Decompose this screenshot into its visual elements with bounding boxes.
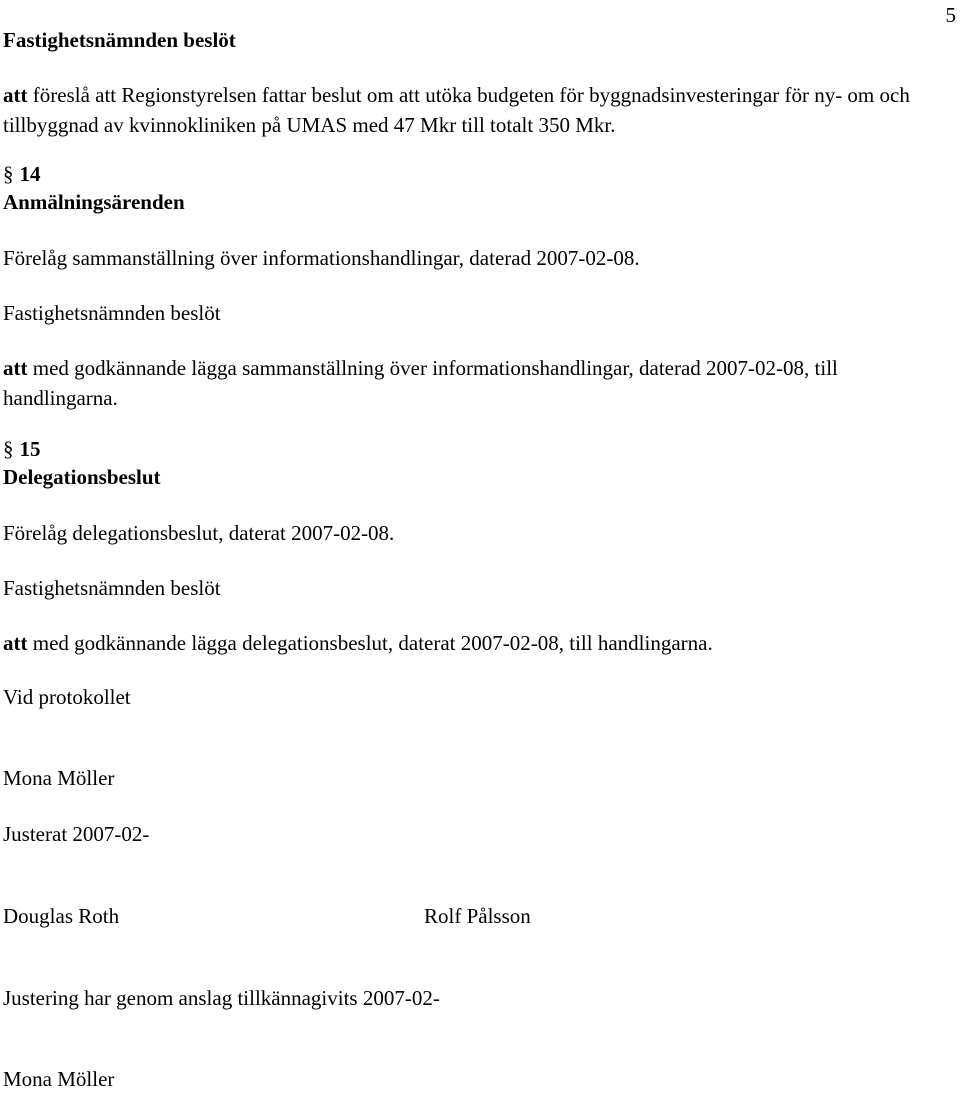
secretary-name: Mona Möller <box>3 766 115 790</box>
section-15-title: Delegationsbeslut <box>3 465 161 489</box>
adjuster-name-1: Douglas Roth <box>3 904 120 928</box>
section-14-intro: Förelåg sammanställning över informationshandlingar, daterad 2007-02-08. <box>3 246 640 270</box>
vid-protokollet: Vid protokollet <box>3 685 131 709</box>
att-keyword: att <box>3 631 28 655</box>
section-number: 14 <box>19 162 41 186</box>
page-number: 5 <box>945 3 956 27</box>
att-keyword: att <box>3 356 28 380</box>
section-number: 15 <box>19 437 41 461</box>
section-14-decision-heading: Fastighetsnämnden beslöt <box>3 301 221 325</box>
adjuster-name-2: Rolf Pålsson <box>424 904 531 928</box>
section-15-number <box>3 434 41 464</box>
decision-text: med godkännande lägga delegationsbeslut, daterat 2007-02-08, till handlingarna. <box>27 631 713 655</box>
section-15-decision-heading: Fastighetsnämnden beslöt <box>3 576 221 600</box>
decision-heading-top: Fastighetsnämnden beslöt <box>3 28 236 52</box>
section-15-intro: Förelåg delegationsbeslut, daterat 2007-02-08. <box>3 521 395 545</box>
section-14-title: Anmälningsärenden <box>3 190 185 214</box>
att-keyword: att <box>3 83 28 107</box>
section-14-number <box>3 159 41 189</box>
justering-notice: Justering har genom anslag tillkännagivits 2007-02- <box>3 986 440 1010</box>
decision-text: föreslå att Regionstyrelsen fattar beslut om att utöka budgeten för byggnadsinvesteringar för ny- om och tillbyggnad av kvinnokliniken på UMAS med 47 Mkr till totalt 350 Mkr. <box>3 83 910 137</box>
justerat-date: Justerat 2007-02- <box>3 822 150 846</box>
decision-text: med godkännande lägga sammanställning över informationshandlingar, daterad 2007-02-08, till handlingarna. <box>3 356 838 410</box>
section-14-decision <box>3 353 953 413</box>
section-15-decision <box>3 628 953 658</box>
section-sign-icon: § <box>3 162 14 186</box>
notice-signer-name: Mona Möller <box>3 1067 115 1091</box>
decision-paragraph-1 <box>3 80 953 140</box>
section-sign-icon: § <box>3 437 14 461</box>
